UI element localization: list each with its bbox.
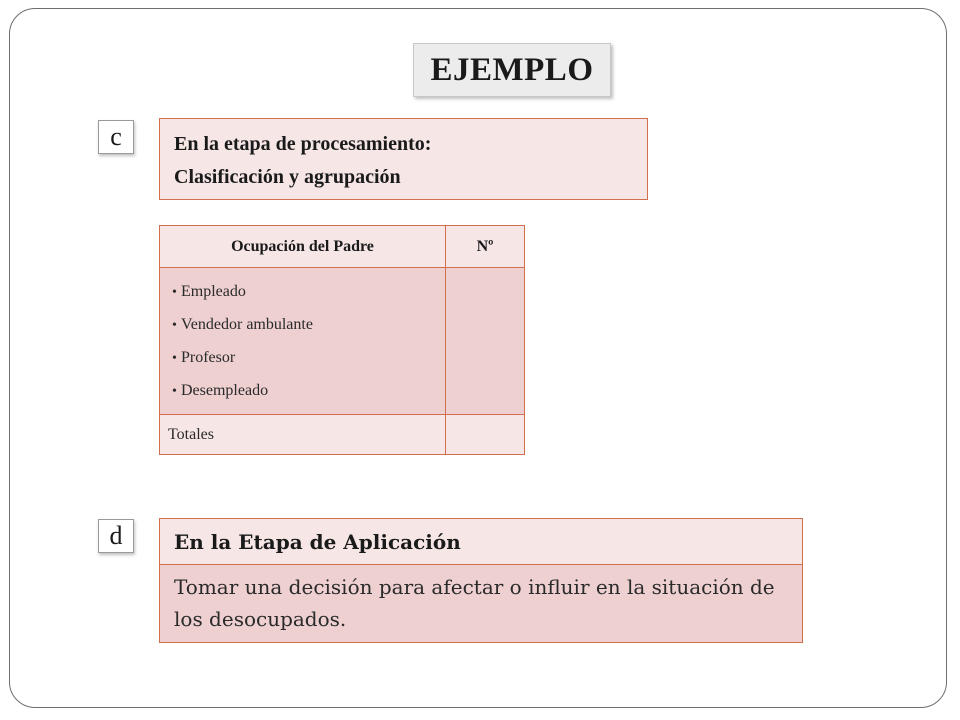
section-c-letter: c [98,120,134,154]
section-c-header-line2: Clasificación y agrupación [174,166,401,188]
bullet-icon: • [172,351,177,366]
list-item-label: Profesor [181,349,236,366]
list-item-label: Vendedor ambulante [181,316,313,333]
section-c-header-line1: En la etapa de procesamiento: [174,133,432,155]
list-item-label: Desempleado [181,382,269,399]
totals-count-cell-empty [446,415,525,455]
bullet-icon: • [172,285,177,300]
column-header-count: Nº [446,226,525,268]
list-item-label: Empleado [181,283,246,300]
occupation-list [172,276,439,408]
occupation-list-cell [160,268,446,415]
section-c-header [159,118,648,200]
table-row [160,268,525,415]
list-item [172,342,439,375]
totals-label: Totales [160,415,446,455]
section-d-body: Tomar una decisión para afectar o influir en la situación de los desocupados. [160,565,802,642]
table-header-row [160,226,525,268]
count-cell-empty [446,268,525,415]
table-row-totals [160,415,525,455]
slide-title: EJEMPLO [413,43,611,97]
section-d-box [159,518,803,643]
bullet-icon: • [172,384,177,399]
occupation-table [159,225,525,455]
column-header-occupation: Ocupación del Padre [160,226,446,268]
list-item [172,309,439,342]
section-d-letter: d [98,519,134,553]
bullet-icon: • [172,318,177,333]
section-d-header: En la Etapa de Aplicación [160,519,802,565]
list-item [172,276,439,309]
list-item [172,375,439,408]
